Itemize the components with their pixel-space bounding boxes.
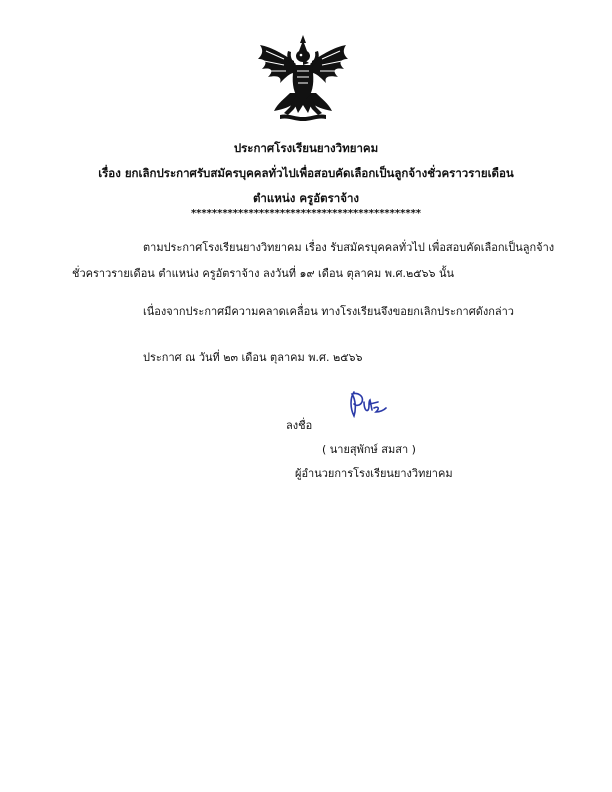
- paragraph-1-line-2: ชั่วคราวรายเดือน ตำแหน่ง ครูอัตราจ้าง ลงวันที่ ๑๙ เดือน ตุลาคม พ.ศ.๒๕๖๖ นั้น: [72, 267, 455, 280]
- handwritten-signature: [340, 388, 390, 422]
- paragraph-1-line-1: ตามประกาศโรงเรียนยางวิทยาคม เรื่อง รับสมัครบุคคลทั่วไป เพื่อสอบคัดเลือกเป็นลูกจ้าง: [143, 241, 555, 254]
- signer-name: ( นายสุพักษ์ สมสา ): [322, 443, 416, 456]
- paragraph-2: เนื่องจากประกาศมีความคลาดเคลื่อน ทางโรงเรียนจึงขอยกเลิกประกาศดังกล่าว: [143, 305, 514, 318]
- document-position: ตำแหน่ง ครูอัตราจ้าง: [252, 191, 360, 205]
- separator-line: ********************************************: [190, 208, 422, 219]
- garuda-emblem: [254, 33, 352, 125]
- signature-label: ลงชื่อ: [286, 419, 313, 432]
- signer-position: ผู้อำนวยการโรงเรียนยางวิทยาคม: [295, 467, 453, 480]
- document-title: ประกาศโรงเรียนยางวิทยาคม: [233, 141, 379, 155]
- announcement-date: ประกาศ ณ วันที่ ๒๓ เดือน ตุลาคม พ.ศ. ๒๕๖๖: [143, 351, 363, 364]
- document-subject: เรื่อง ยกเลิกประกาศรับสมัครบุคคลทั่วไปเพื่อสอบคัดเลือกเป็นลูกจ้างชั่วคราวรายเดือน: [98, 166, 514, 180]
